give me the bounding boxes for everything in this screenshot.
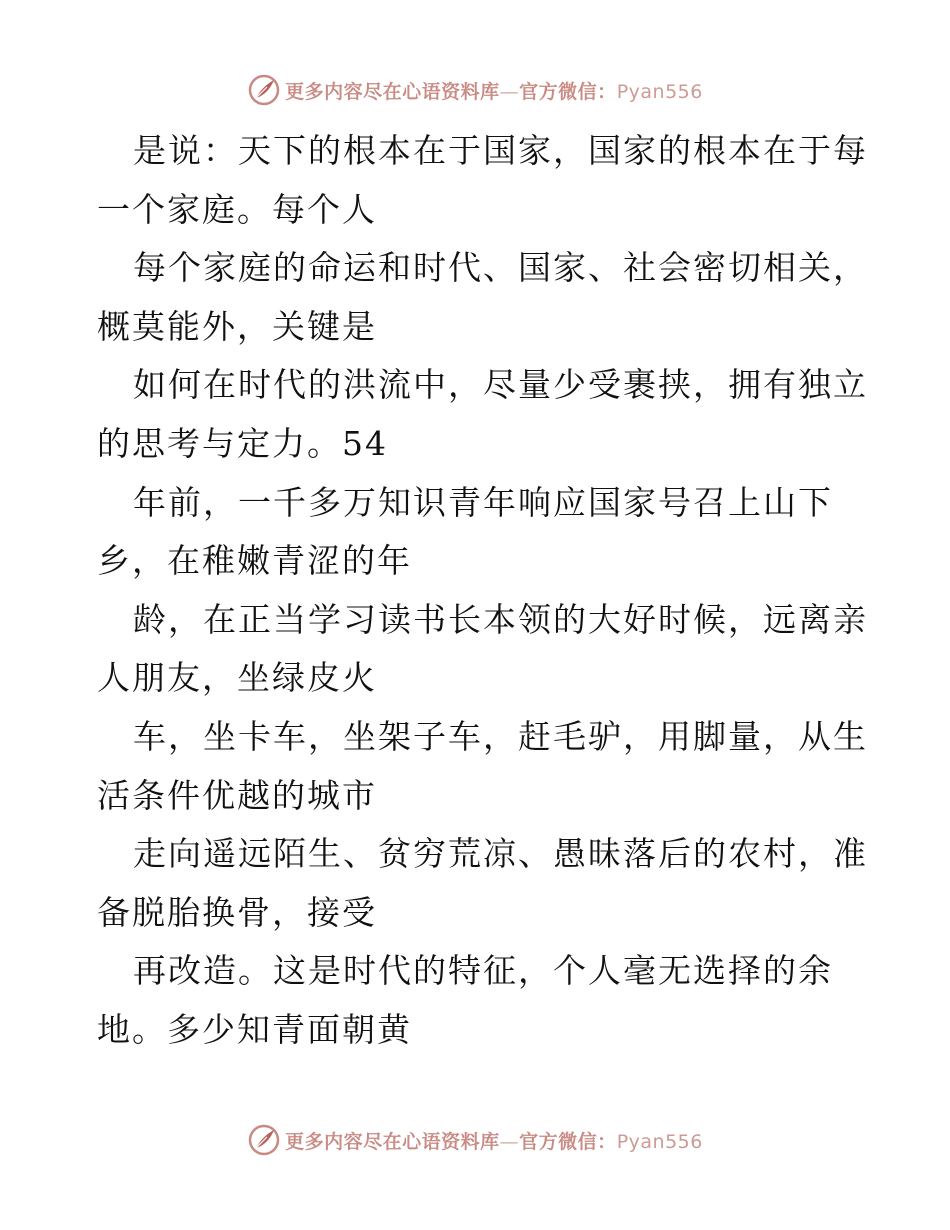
- watermark-label: 官方微信：: [519, 1130, 617, 1153]
- text-line: 的思考与定力。54: [97, 423, 388, 463]
- watermark-main-text: 更多内容尽在心语资料库: [285, 1130, 500, 1153]
- text-line: 乡，在稚嫩青涩的年: [97, 541, 412, 581]
- watermark-separator: —: [499, 80, 520, 103]
- text-line: 年前，一千多万知识青年响应国家号召上山下: [133, 482, 833, 522]
- footer-watermark: [0, 1120, 950, 1160]
- text-line: 人朋友，坐绿皮火: [97, 658, 377, 698]
- watermark-main-text: 更多内容尽在心语资料库: [285, 80, 500, 103]
- watermark-account: Pyan556: [616, 1130, 703, 1153]
- text-line: 一个家庭。每个人: [97, 189, 377, 229]
- text-line: 龄，在正当学习读书长本领的大好时候，远离亲: [133, 599, 868, 639]
- feather-pen-logo-icon: [247, 1123, 281, 1157]
- text-line: 活条件优越的城市: [97, 775, 377, 815]
- text-line: 车，坐卡车，坐架子车，赶毛驴，用脚量，从生: [133, 716, 868, 756]
- text-line: 每个家庭的命运和时代、国家、社会密切相关，: [133, 248, 868, 288]
- text-line: 概莫能外，关键是: [97, 306, 377, 346]
- watermark-separator: —: [499, 1130, 520, 1153]
- header-watermark: [0, 70, 950, 110]
- feather-pen-logo-icon: [247, 73, 281, 107]
- text-line: 地。多少知青面朝黄: [97, 1009, 412, 1049]
- watermark-text: [285, 1127, 703, 1154]
- document-body: [97, 122, 868, 1060]
- text-line: 走向遥远陌生、贫穷荒凉、愚昧落后的农村，准: [133, 834, 868, 874]
- text-line: 再改造。这是时代的特征，个人毫无选择的余: [133, 951, 833, 991]
- watermark-account: Pyan556: [616, 80, 703, 103]
- watermark-text: [285, 77, 703, 104]
- watermark-label: 官方微信：: [519, 80, 617, 103]
- text-line: 备脱胎换骨，接受: [97, 892, 377, 932]
- text-line: 如何在时代的洪流中，尽量少受裹挟，拥有独立: [133, 365, 868, 405]
- text-line: 是说：天下的根本在于国家，国家的根本在于每: [133, 131, 868, 170]
